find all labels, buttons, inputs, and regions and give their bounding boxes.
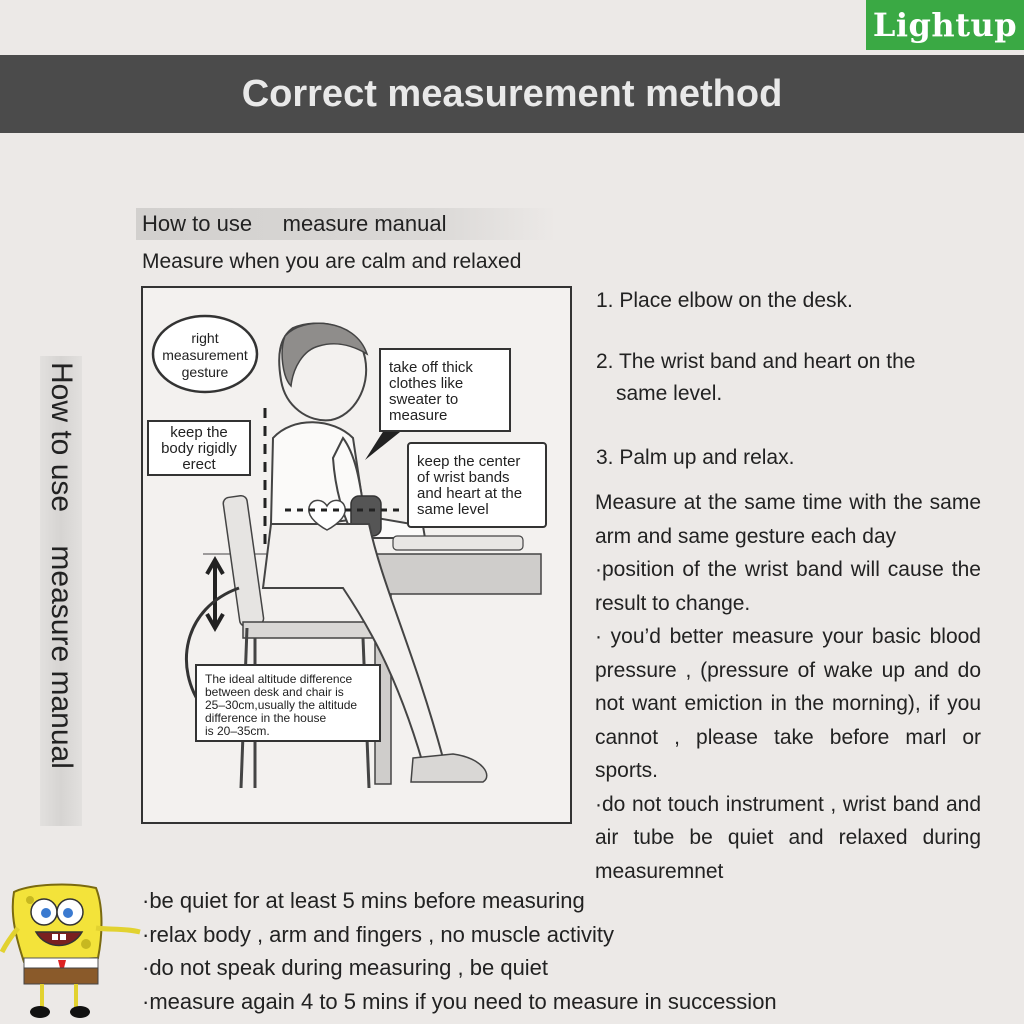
list-item: ·do not speak during measuring , be quiet	[142, 955, 549, 980]
instructions-text	[595, 486, 981, 888]
calm-note: Measure when you are calm and relaxed	[142, 250, 522, 273]
note-line: measurement	[162, 347, 248, 363]
note-line: right	[191, 330, 219, 346]
mascot-shoe	[30, 1006, 50, 1018]
note-line: of wrist bands	[417, 469, 510, 486]
note-line: body rigidly	[161, 440, 237, 457]
mascot-arm-left	[2, 928, 18, 952]
mascot-body	[13, 885, 102, 962]
paragraph: ·position of the wrist band will cause the result to change.	[595, 558, 981, 615]
side-label: How to use measure manual	[45, 362, 78, 769]
keep-body-note	[147, 420, 251, 476]
height-arrow-icon	[207, 560, 223, 628]
mascot-shoe	[70, 1006, 90, 1018]
mascot-arm-right	[96, 928, 140, 932]
monitor-pad	[393, 536, 523, 550]
mascot-tooth	[52, 934, 58, 940]
note-line: keep the	[170, 424, 228, 441]
list-item: ·measure again 4 to 5 mins if you need to measure in succession	[142, 988, 777, 1014]
paragraph: ·do not touch instrument , wrist band and air tube be quiet and relaxed during measuremnet	[595, 792, 981, 883]
note-line: clothes like	[389, 375, 464, 392]
page-title: Correct measurement method	[0, 55, 1024, 133]
step-2: 2. The wrist band and heart on the	[596, 350, 916, 373]
brand-logo: Lightup	[866, 0, 1024, 50]
cartoon-mascot	[0, 878, 150, 1024]
step-3: 3. Palm up and relax.	[596, 446, 795, 469]
chair-back	[222, 495, 264, 627]
mascot-spot	[26, 896, 34, 904]
note-line: take off thick	[389, 359, 473, 376]
take-off-note	[379, 348, 511, 432]
measurement-illustration	[141, 286, 572, 824]
bottom-list	[142, 884, 777, 1018]
step-1: 1. Place elbow on the desk.	[596, 289, 853, 312]
keep-center-note	[407, 442, 547, 528]
paragraph: Measure at the same time with the same arm and same gesture each day	[595, 491, 981, 548]
chair-seat	[243, 622, 373, 638]
mascot-pupil	[41, 908, 51, 918]
mascot-tooth	[60, 934, 66, 940]
shoe	[411, 754, 487, 782]
right-gesture-note	[159, 330, 251, 394]
note-line: keep the center	[417, 453, 521, 470]
note-line: same level	[417, 501, 489, 518]
note-line: difference in the house	[205, 711, 327, 725]
list-item: ·relax body , arm and fingers , no muscle activity	[142, 921, 614, 947]
list-item: ·be quiet for at least 5 mins before measuring	[142, 888, 585, 913]
mascot-spot	[81, 939, 91, 949]
note-line: The ideal altitude difference	[205, 672, 353, 686]
paragraph: · you’d better measure your basic blood pressure , (pressure of wake up and do not want emiction in the morning), if you cannot , please take before marl or sports.	[595, 625, 981, 782]
note-line: sweater to	[389, 391, 459, 408]
note-line: measure	[389, 407, 448, 424]
note-line: and heart at the	[417, 485, 523, 502]
note-line: gesture	[181, 364, 229, 380]
mascot-pupil	[63, 908, 73, 918]
note-line: between desk and chair is	[205, 685, 344, 699]
mascot-pants	[24, 968, 98, 984]
note-line: is 20–35cm.	[205, 724, 270, 738]
note-line: erect	[182, 456, 216, 473]
note-line: 25–30cm,usually the altitude	[205, 698, 358, 712]
step-2-cont: same level.	[616, 382, 723, 405]
altitude-note	[195, 664, 381, 742]
section-heading: How to use measure manual	[136, 208, 556, 240]
